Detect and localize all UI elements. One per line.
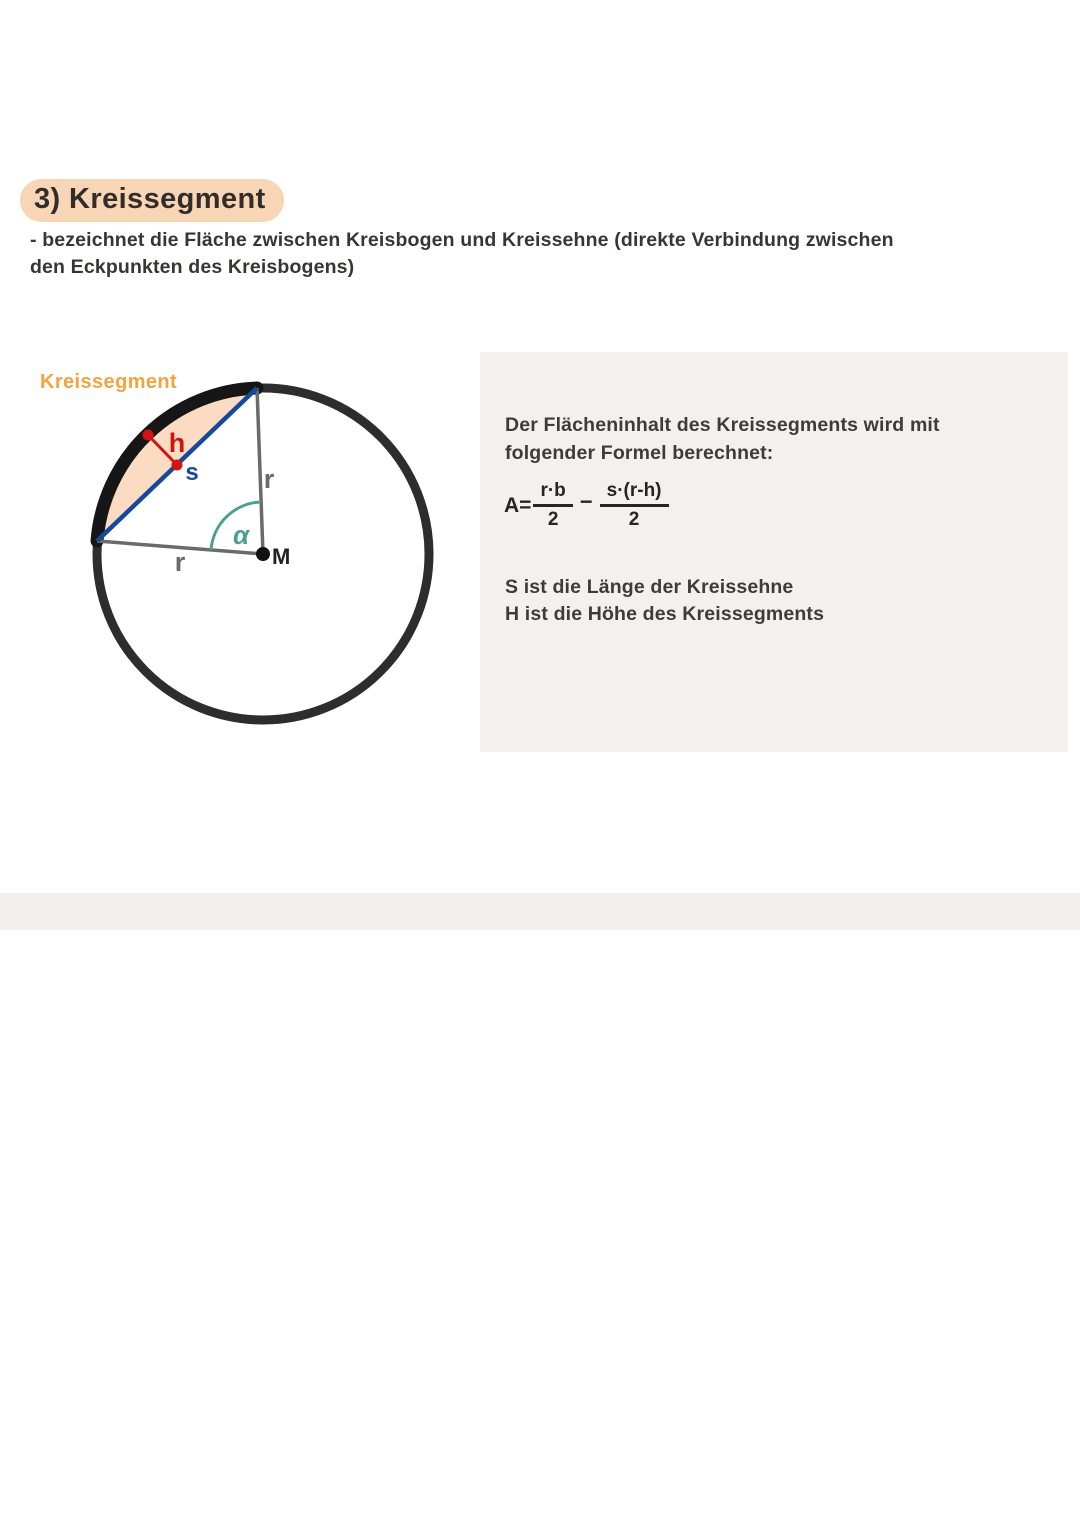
section-title-highlight xyxy=(20,179,284,222)
description-line-1: - bezeichnet die Fläche zwischen Kreisbogen und Kreissehne (direkte Verbindung zwischen xyxy=(30,229,894,251)
label-chord-s: s xyxy=(185,459,199,486)
note-line-1: S ist die Länge der Kreissehne xyxy=(505,576,794,598)
formula-lhs: A= xyxy=(504,493,532,517)
bottom-divider-bar xyxy=(0,893,1080,930)
panel-intro-line-1: Der Flächeninhalt des Kreissegments wird mit xyxy=(505,414,940,436)
label-radius-vertical: r xyxy=(263,464,275,494)
formula-panel xyxy=(480,352,1068,752)
fraction-1-numerator: r·b xyxy=(533,480,572,507)
fraction-2-denominator: 2 xyxy=(628,509,640,530)
circle-segment-diagram xyxy=(80,365,450,735)
section-title: 3) Kreissegment xyxy=(34,183,266,215)
label-radius-horizontal: r xyxy=(174,547,186,577)
panel-intro-line-2: folgender Formel berechnet: xyxy=(505,442,774,464)
note-line-2: H ist die Höhe des Kreissegments xyxy=(505,603,825,625)
formula-fraction-1 xyxy=(533,480,572,531)
formula-fraction-2 xyxy=(600,480,669,531)
fraction-1-denominator: 2 xyxy=(547,509,559,530)
fraction-2-numerator: s·(r-h) xyxy=(600,480,669,507)
section-description xyxy=(30,227,894,281)
area-formula xyxy=(504,480,669,531)
description-line-2: den Eckpunkten des Kreisbogens) xyxy=(30,256,355,278)
formula-panel-intro xyxy=(505,411,940,467)
formula-notes xyxy=(505,574,824,628)
formula-minus-operator: − xyxy=(579,488,593,514)
diagram-caption: Kreissegment xyxy=(40,371,178,393)
height-dot-arc xyxy=(143,430,154,441)
label-center-m: M xyxy=(272,544,291,569)
label-height-h: h xyxy=(168,428,186,458)
center-dot xyxy=(256,547,270,561)
radius-line-vertical xyxy=(257,388,263,554)
height-dot-chord xyxy=(172,460,183,471)
label-angle-alpha: α xyxy=(232,520,250,550)
